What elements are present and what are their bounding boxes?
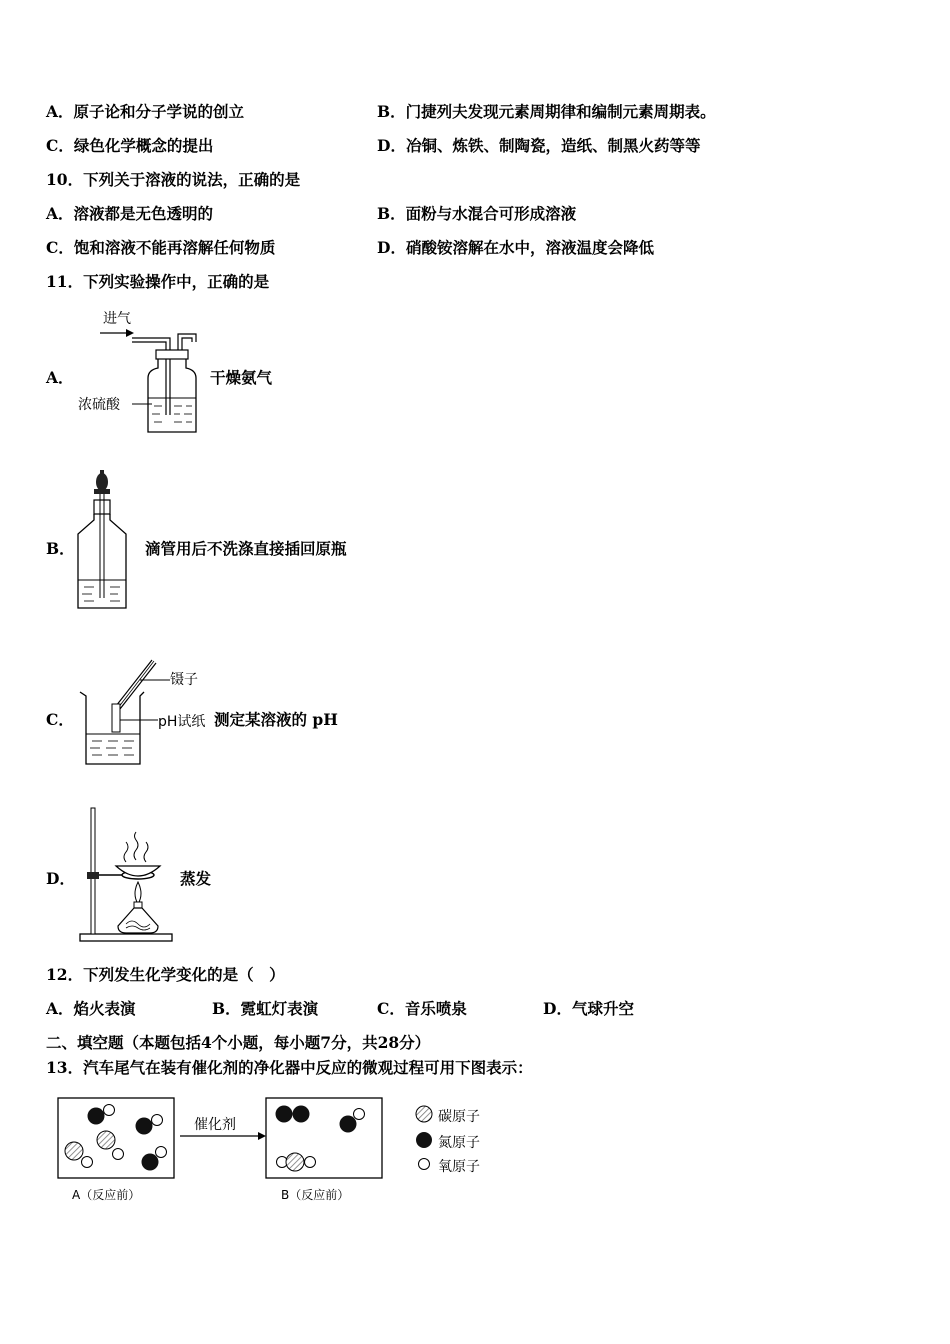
q12-stem: 12．下列发生化学变化的是（ ） [46,965,285,984]
q9-option-d: D．冶铜、炼铁、制陶瓷，造纸、制黑火药等等 [377,136,701,155]
tweezers-label: 镊子 [170,672,198,688]
legend-carbon: 碳原子 [438,1109,480,1125]
q11-option-d-text: 蒸发 [180,869,212,888]
dropper-bottle-figure [74,468,130,610]
q9-option-c: C．绿色化学概念的提出 [46,136,214,155]
q12-option-c: C．音乐喷泉 [377,999,467,1018]
q11-option-b-letter: B． [46,539,75,558]
evaporation-setup-figure [76,806,176,946]
box-b-caption: B（反应前） [281,1188,350,1202]
q12-option-d: D．气球升空 [543,999,634,1018]
catalyst-label: 催化剂 [194,1117,236,1133]
q10-option-d: D．硝酸铵溶解在水中，溶液温度会降低 [377,238,654,257]
legend-oxygen: 氧原子 [438,1159,480,1175]
q12-option-a: A．焰火表演 [46,999,136,1018]
q10-option-c: C．饱和溶液不能再溶解任何物质 [46,238,276,257]
q10-option-a: A．溶液都是无色透明的 [46,204,214,223]
q11-option-a-letter: A． [46,368,74,387]
legend-nitrogen: 氮原子 [438,1135,480,1151]
q12-option-b: B．霓虹灯表演 [212,999,319,1018]
conc-sulfuric-acid-label: 浓硫酸 [78,397,120,413]
section-2-heading: 二、填空题（本题包括4个小题，每小题7分，共28分） [46,1033,431,1052]
gas-in-label: 进气 [103,311,131,327]
q11-option-a-text: 干燥氨气 [210,368,273,387]
box-a-caption: A（反应前） [72,1188,141,1202]
q11-option-b-text: 滴管用后不洗涤直接插回原瓶 [145,539,347,558]
q9-option-b: B．门捷列夫发现元素周期律和编制元素周期表。 [377,102,716,121]
q11-option-c-text: 测定某溶液的 pH [214,710,338,729]
gas-washing-bottle-figure [100,320,210,440]
q11-option-c-letter: C． [46,710,74,729]
q11-option-d-letter: D． [46,869,75,888]
ph-paper-label: pH试纸 [158,714,206,730]
q9-option-a: A．原子论和分子学说的创立 [46,102,245,121]
q10-stem: 10．下列关于溶液的说法，正确的是 [46,170,301,189]
q11-stem: 11．下列实验操作中，正确的是 [46,272,270,291]
reaction-diagram [56,1096,496,1181]
q10-option-b: B．面粉与水混合可形成溶液 [377,204,577,223]
q13-stem: 13．汽车尾气在装有催化剂的净化器中反应的微观过程可用下图表示： [46,1058,533,1077]
beaker-ph-test-figure [78,656,173,768]
